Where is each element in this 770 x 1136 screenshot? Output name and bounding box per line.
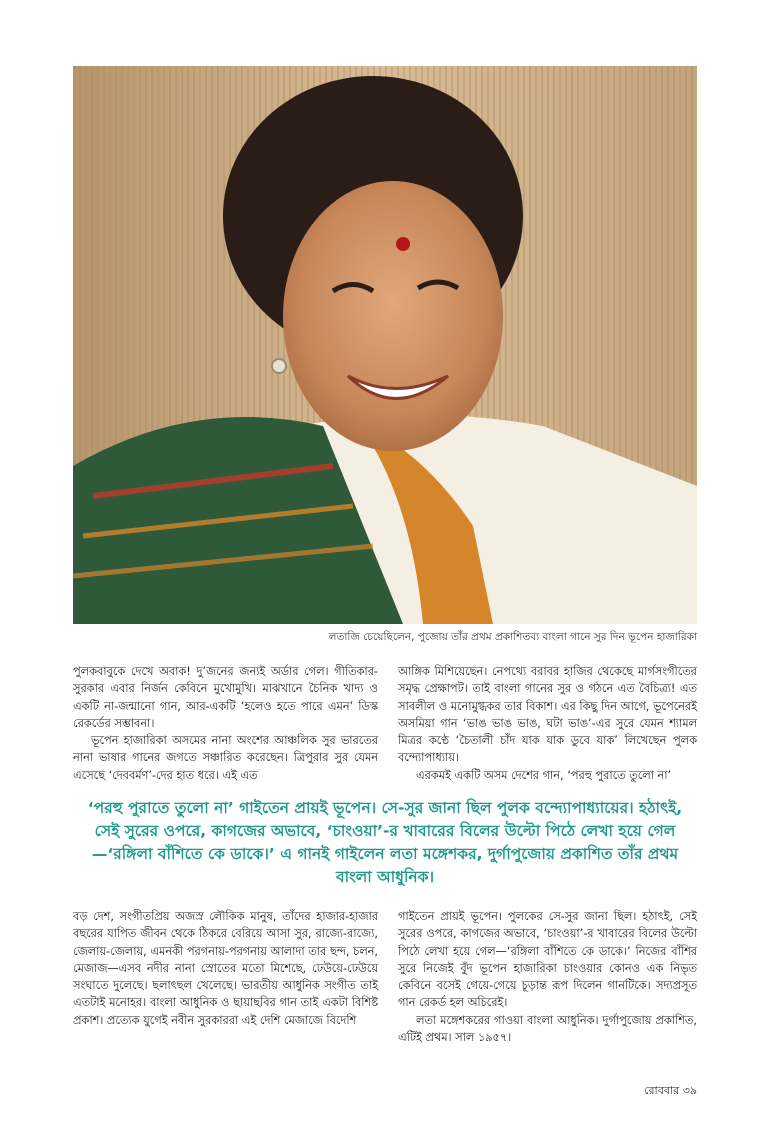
paragraph: পুলকবাবুকে দেখে অবাক! দু’জনের জন্যই অর্ডার গেল। গীতিকার-সুরকার এবার নির্জন কেবিনে মুখোমুখি। মাঝখানে চৈনিক খাদ্য ও একটি না-জন্মানো গান, আর-একটি ‘হলেও হতে পারে এমন’ ডিস্ক রেকর্ডের সম্ভাবনা। <box>73 665 378 730</box>
paragraph: লতা মঙ্গেশকরের গাওয়া বাংলা আধুনিক। দুর্গাপুজোয় প্রকাশিত, এটিই প্রথম। সাল ১৯৫৭। <box>398 1013 697 1045</box>
paragraph: আঙ্গিক মিশিয়েছেন। নেপথ্যে বরাবর হাজির থেকেছে মার্গসংগীতের সমৃদ্ধ প্রেক্ষাপট। তাই বাংলা গানের সুর ও গঠনে এত বৈচিত্র্য! এত সাবলীল ও মনোমুগ্ধকর তার বিকাশ। এর কিছু দিন আগে, ভূপেনেরই অসমিয়া গান ‘ভাঙ ভাঙ ভাঙ, ঘটা ভাঙ’-এর সুরে যেমন শ্যামল মিত্রর কণ্ঠে ‘চৈতালী চাঁদ যাক যাক ডুবে যাক’ লিখেছেন পুলক বন্দ্যোপাধ্যায়। <box>398 665 697 765</box>
portrait-illustration <box>73 66 697 624</box>
paragraph: ভূপেন হাজারিকা অসমের নানা অংশের আঞ্চলিক সুর ভারতের নানা ভাষার গানের জগতে সঞ্চারিত করেছেন। ত্রিপুরার সুর যেমন এসেছে ‘দেববর্মণ’-দের হাত ধরে। এই এত <box>73 734 378 782</box>
paragraph: গাইতেন প্রায়ই ভূপেন। পুলকের সে-সুর জানা ছিল। হঠাৎই, সেই সুরের ওপরে, কাগজের অভাবে, ‘চাংওয়া’-র খাবারের বিলের উল্টো পিঠে লেখা হয়ে গেল—‘রঙ্গিলা বাঁশিতে কে ডাকে।’ নিজের বাঁশির সুরে নিজেই বুঁদ ভূপেন হাজারিকা চাংওয়ার কোনও এক নিভৃত কেবিনে বসেই গেয়ে-গেয়ে চূড়ান্ত রূপ দিলেন গানটিকে। সদ্যপ্রসূত গান রেকর্ড হল অচিরেই। <box>398 910 697 1010</box>
paragraph: বড় দেশ, সংগীতপ্রিয় অজস্র লৌকিক মানুষ, তাঁদের হাজার-হাজার বছরের যাপিত জীবন থেকে ঠিকরে বেরিয়ে আসা সুর, রাজ্যে-রাজ্যে, জেলায়-জেলায়, এমনকী পরগনায়-পরগনায় আলাদা তার ছন্দ, চলন, মেজাজ—এসব নদীর নানা স্রোতের মতো মিশেছে, ঢেউয়ে-ঢেউয়ে সংঘাতে দুলেছে। ছলাৎছল খেলেছে। ভারতীয় আধুনিক সংগীত তাই এতটাই মনোহর। বাংলা আধুনিক ও ছায়াছবির গান তাই একটা বিশিষ্ট প্রকাশ। প্রত্যেক যুগেই নবীন সুরকাররা এই দেশি মেজাজে বিদেশি <box>73 910 378 1027</box>
portrait-photo <box>73 66 697 624</box>
column-top-right <box>398 663 697 784</box>
column-bottom-left <box>73 908 378 1029</box>
column-bottom-right <box>398 908 697 1046</box>
paragraph: এরকমই একটি অসম দেশের গান, ‘পরহু পুরাতে তুলো না’ <box>416 768 672 782</box>
photo-caption: লতাজি চেয়েছিলেন, পুজোয় তাঁর প্রথম প্রকাশিতব্য বাংলা গানে সুর দিন ভূপেন হাজারিকা <box>328 631 697 643</box>
pull-quote: ‘পরহু পুরাতে তুলো না’ গাইতেন প্রায়ই ভূপেন। সে-সুর জানা ছিল পুলক বন্দ্যোপাধ্যায়ের। হঠাৎই, সেই সুরের ওপরে, কাগজের অভাবে, ‘চাংওয়া’-র খাবারের বিলের উল্টো পিঠে লেখা হয়ে গেল—‘রঙ্গিলা বাঁশিতে কে ডাকে।’ এ গানই গাইলেন লতা মঙ্গেশকর, দুর্গাপুজোয় প্রকাশিত তাঁর প্রথম বাংলা আধুনিক। <box>87 799 683 886</box>
column-top-left <box>73 663 378 784</box>
page-footer: রোববার ৩৯ <box>644 1084 697 1097</box>
